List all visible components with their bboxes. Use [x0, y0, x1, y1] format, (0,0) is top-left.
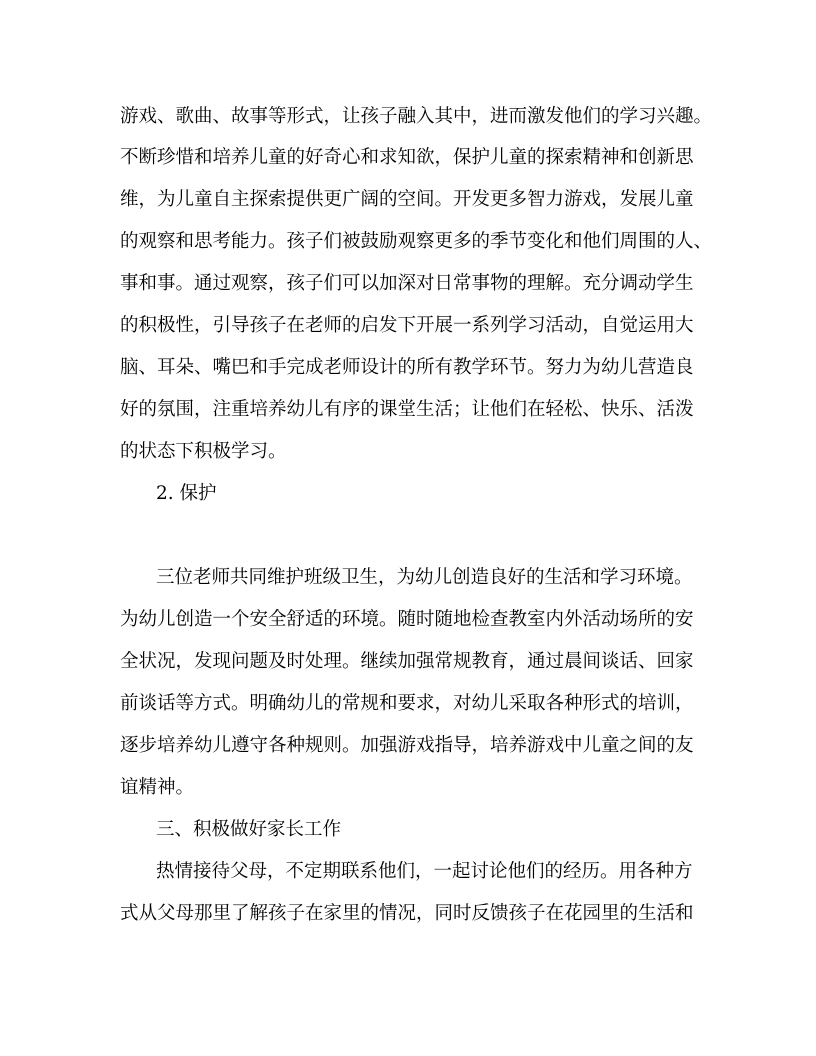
paragraph-line: 逐步培养幼儿遵守各种规则。加强游戏指导，培养游戏中儿童之间的友 — [120, 735, 694, 756]
paragraph-line: 游戏、歌曲、故事等形式，让孩子融入其中，进而激发他们的学习兴趣。 — [120, 106, 713, 127]
paragraph-line: 维，为儿童自主探索提供更广阔的空间。开发更多智力游戏，发展儿童 — [120, 189, 694, 210]
paragraph-line: 的积极性，引导孩子在老师的启发下开展一系列学习活动，自觉运用大 — [120, 315, 694, 336]
paragraph-line: 前谈话等方式。明确幼儿的常规和要求，对幼儿采取各种形式的培训， — [120, 693, 694, 714]
paragraph-line: 不断珍惜和培养儿童的好奇心和求知欲，保护儿童的探索精神和创新思 — [120, 147, 694, 168]
paragraph-line: 脑、耳朵、嘴巴和手完成老师设计的所有教学环节。努力为幼儿营造良 — [120, 357, 694, 378]
paragraph-line: 的观察和思考能力。孩子们被鼓励观察更多的季节变化和他们周围的人、 — [120, 231, 713, 252]
paragraph-line: 的状态下积极学习。 — [120, 441, 287, 462]
section-heading: 三、积极做好家长工作 — [156, 819, 342, 840]
paragraph-line: 谊精神。 — [120, 777, 195, 798]
section-heading: 2. 保护 — [156, 483, 217, 504]
paragraph-line: 为幼儿创造一个安全舒适的环境。随时随地检查教室内外活动场所的安 — [120, 609, 694, 630]
paragraph-line: 式从父母那里了解孩子在家里的情况，同时反馈孩子在花园里的生活和 — [120, 903, 694, 924]
paragraph-line: 三位老师共同维护班级卫生，为幼儿创造良好的生活和学习环境。 — [156, 567, 693, 588]
paragraph-line: 热情接待父母，不定期联系他们，一起讨论他们的经历。用各种方 — [156, 861, 693, 882]
paragraph-line: 好的氛围，注重培养幼儿有序的课堂生活；让他们在轻松、快乐、活泼 — [120, 399, 694, 420]
paragraph-line: 事和事。通过观察，孩子们可以加深对日常事物的理解。充分调动学生 — [120, 273, 694, 294]
paragraph-line: 全状况，发现问题及时处理。继续加强常规教育，通过晨间谈话、回家 — [120, 651, 694, 672]
